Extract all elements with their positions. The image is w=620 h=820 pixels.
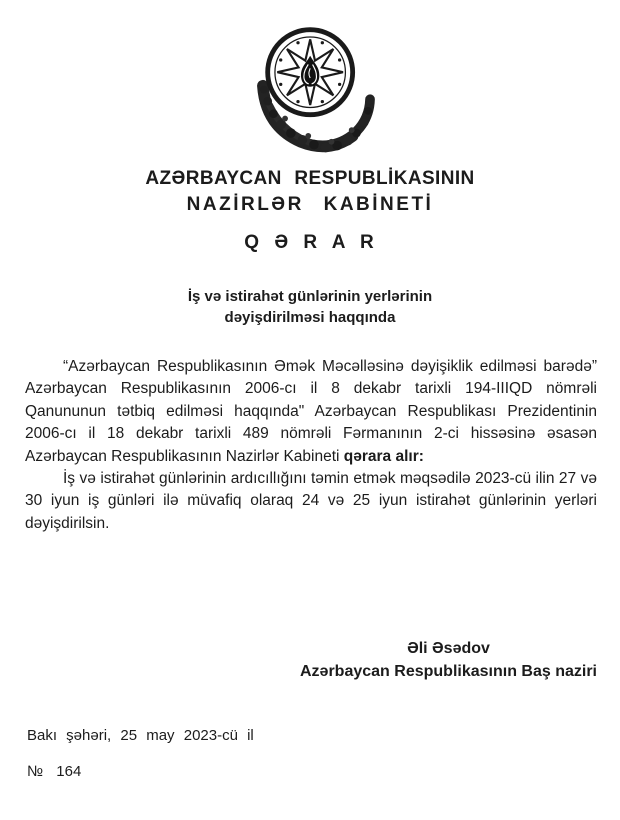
paragraph-preamble-resolution-phrase: qərara alır: — [343, 447, 424, 465]
signatory-title: Azərbaycan Respublikasının Baş naziri — [300, 663, 597, 680]
paragraph-preamble-text: “Azərbaycan Respublikasının Əmək Məcəlləsinə dəyişiklik edilməsi barədə” Azərbaycan Respublikasının 2006-cı il 8 dekabr tarixli 194-IIIQD nömrəli Qanununun tətbiq edilməsi haqqında" Azərbaycan Respublikası Prezidentinin 2006-cı il 18 dekabr tarixli 489 nömrəli Fərmanının 2-ci hissəsinə əsasən Azərbaycan Respublikasının Nazirlər Kabineti — [25, 358, 597, 465]
azerbaijan-state-emblem — [248, 22, 382, 162]
signature-block — [300, 637, 597, 683]
place-date-line: Bakı şəhəri, 25 may 2023-cü il — [27, 727, 254, 744]
doc-number: № 164 — [27, 763, 82, 780]
doc-body — [25, 356, 597, 535]
org-title-line1: AZƏRBAYCAN RESPUBLİKASININ — [145, 168, 475, 189]
doc-subject — [0, 286, 620, 328]
doc-subject-line2: dəyişdirilməsi haqqında — [224, 309, 396, 326]
emblem-shield — [268, 30, 353, 115]
paragraph-preamble — [25, 356, 597, 468]
signatory-name: Əli Əsədov — [407, 640, 490, 657]
paragraph-operative — [25, 468, 597, 535]
org-title-line2: NAZİRLƏR KABİNETİ — [186, 194, 434, 215]
org-title — [0, 166, 620, 218]
paragraph-operative-text: İş və istirahət günlərinin ardıcıllığını təmin etmək məqsədilə 2023-cü ilin 27 və 30 iyun iş günləri ilə müvafiq olaraq 24 və 25 iyun istirahət günlərinin yerləri dəyişdirilsin. — [25, 470, 597, 532]
doc-type-heading: Q Ə R A R — [244, 232, 376, 253]
doc-subject-line1: İş və istirahət günlərinin yerlərinin — [187, 288, 433, 305]
